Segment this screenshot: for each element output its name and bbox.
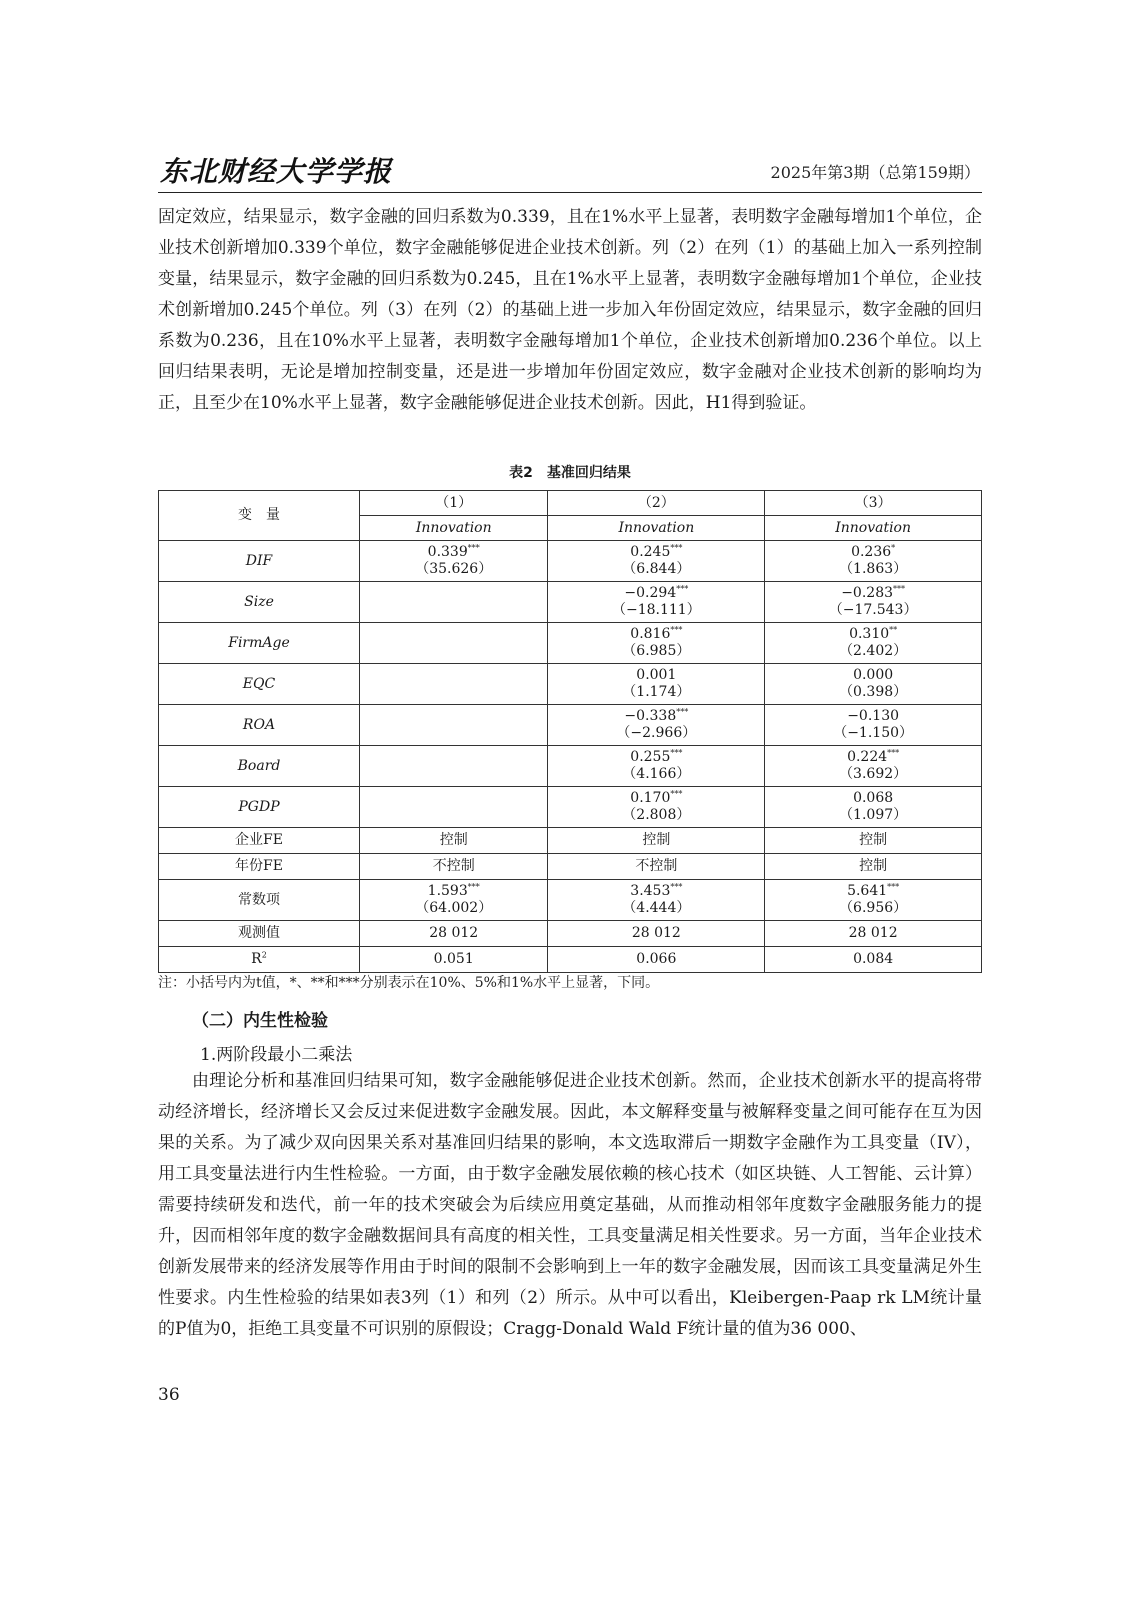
var-name: PGDP bbox=[159, 787, 360, 828]
table-row bbox=[159, 828, 982, 854]
cell: 0.066 bbox=[548, 947, 765, 973]
col-header-3: （3） bbox=[765, 491, 982, 516]
cell: 0.068 （1.097） bbox=[765, 787, 982, 828]
cell: −0.338*** （−2.966） bbox=[548, 705, 765, 746]
regression-table bbox=[158, 490, 982, 973]
table-row bbox=[159, 746, 982, 787]
cell bbox=[360, 582, 548, 623]
cell: 0.310** （2.402） bbox=[765, 623, 982, 664]
table-title: 表2 基准回归结果 bbox=[509, 465, 631, 481]
var-name: DIF bbox=[159, 541, 360, 582]
cell: 0.816*** （6.985） bbox=[548, 623, 765, 664]
var-name: 年份FE bbox=[159, 854, 360, 880]
var-name: $R^2$ bbox=[159, 947, 360, 973]
cell: 1.593*** （64.002） bbox=[360, 880, 548, 921]
cell bbox=[360, 787, 548, 828]
journal-name: 东北财经大学学报 bbox=[160, 155, 393, 188]
table-row bbox=[159, 705, 982, 746]
issue-info: 2025年第3期（总第159期） bbox=[770, 163, 980, 182]
var-name: 观测值 bbox=[159, 921, 360, 947]
paragraph-2 bbox=[158, 1066, 982, 1345]
var-name: FirmAge bbox=[159, 623, 360, 664]
cell: −0.283*** （−17.543） bbox=[765, 582, 982, 623]
cell bbox=[360, 664, 548, 705]
subsection-heading: 1.两阶段最小二乘法 bbox=[200, 1045, 353, 1065]
section-heading: （二）内生性检验 bbox=[192, 1011, 328, 1031]
cell: 0.170*** （2.808） bbox=[548, 787, 765, 828]
cell: 0.339*** （35.626） bbox=[360, 541, 548, 582]
table-row bbox=[159, 664, 982, 705]
var-name: Board bbox=[159, 746, 360, 787]
cell bbox=[360, 746, 548, 787]
cell: 0.224*** （3.692） bbox=[765, 746, 982, 787]
page-number: 36 bbox=[158, 1385, 180, 1405]
cell: 5.641*** （6.956） bbox=[765, 880, 982, 921]
paragraph-2-text: 由理论分析和基准回归结果可知，数字金融能够促进企业技术创新。然而，企业技术创新水平的提高将带动经济增长，经济增长又会反过来促进数字金融发展。因此，本文解释变量与被解释变量之间可能存在互为因果的关系。为了减少双向因果关系对基准回归结果的影响，本文选取滞后一期数字金融作为工具变量（IV），用工具变量法进行内生性检验。一方面，由于数字金融发展依赖的核心技术（如区块链、人工智能、云计算）需要持续研发和迭代，前一年的技术突破会为后续应用奠定基础，从而推动相邻年度数字金融服务能力的提升，因而相邻年度的数字金融数据间具有高度的相关性，工具变量满足相关性要求。另一方面，当年企业技术创新发展带来的经济发展等作用由于时间的限制不会影响到上一年的数字金融发展，因而该工具变量满足外生性要求。内生性检验的结果如表3列（1）和列（2）所示。从中可以看出，Kleibergen-Paap rk LM统计量的P值为0，拒绝工具变量不可识别的原假设；Cragg-Donald Wald F统计量的值为36 000、 bbox=[158, 1071, 982, 1339]
table-row bbox=[159, 947, 982, 973]
cell: −0.294*** （−18.111） bbox=[548, 582, 765, 623]
var-name: Size bbox=[159, 582, 360, 623]
cell: 控制 bbox=[548, 828, 765, 854]
cell: 0.051 bbox=[360, 947, 548, 973]
cell: −0.130 （−1.150） bbox=[765, 705, 982, 746]
cell: 控制 bbox=[360, 828, 548, 854]
paragraph-1-text: 固定效应，结果显示，数字金融的回归系数为0.339，且在1%水平上显著，表明数字金融每增加1个单位，企业技术创新增加0.339个单位，数字金融能够促进企业技术创新。列（2）在列（1）的基础上加入一系列控制变量，结果显示，数字金融的回归系数为0.245，且在1%水平上显著，表明数字金融每增加1个单位，企业技术创新增加0.245个单位。列（3）在列（2）的基础上进一步加入年份固定效应，结果显示，数字金融的回归系数为0.236，且在10%水平上显著，表明数字金融每增加1个单位，企业技术创新增加0.236个单位。以上回归结果表明，无论是增加控制变量，还是进一步增加年份固定效应，数字金融对企业技术创新的影响均为正，且至少在10%水平上显著，数字金融能够促进企业技术创新。因此，H1得到验证。 bbox=[158, 207, 982, 413]
dep-var-1: Innovation bbox=[360, 516, 548, 541]
cell bbox=[360, 705, 548, 746]
cell: 3.453*** （4.444） bbox=[548, 880, 765, 921]
var-name: 常数项 bbox=[159, 880, 360, 921]
cell: 0.001 （1.174） bbox=[548, 664, 765, 705]
table-row bbox=[159, 541, 982, 582]
table-row bbox=[159, 582, 982, 623]
cell: 0.000 （0.398） bbox=[765, 664, 982, 705]
cell bbox=[360, 623, 548, 664]
table-row bbox=[159, 854, 982, 880]
cell: 0.084 bbox=[765, 947, 982, 973]
cell: 不控制 bbox=[360, 854, 548, 880]
var-name: EQC bbox=[159, 664, 360, 705]
cell: 0.236* （1.863） bbox=[765, 541, 982, 582]
cell: 28 012 bbox=[548, 921, 765, 947]
col-header-1: （1） bbox=[360, 491, 548, 516]
cell: 控制 bbox=[765, 854, 982, 880]
table-row bbox=[159, 921, 982, 947]
cell: 控制 bbox=[765, 828, 982, 854]
table-header-row bbox=[159, 491, 982, 516]
cell: 0.245*** （6.844） bbox=[548, 541, 765, 582]
table-row bbox=[159, 880, 982, 921]
cell: 28 012 bbox=[360, 921, 548, 947]
dep-var-3: Innovation bbox=[765, 516, 982, 541]
cell: 28 012 bbox=[765, 921, 982, 947]
cell: 0.255*** （4.166） bbox=[548, 746, 765, 787]
table-row bbox=[159, 787, 982, 828]
var-name: 企业FE bbox=[159, 828, 360, 854]
dep-var-2: Innovation bbox=[548, 516, 765, 541]
table-row bbox=[159, 623, 982, 664]
cell: 不控制 bbox=[548, 854, 765, 880]
col-header-2: （2） bbox=[548, 491, 765, 516]
var-header: 变 量 bbox=[159, 491, 360, 541]
paragraph-1 bbox=[158, 202, 982, 419]
running-header bbox=[158, 150, 982, 193]
var-name: ROA bbox=[159, 705, 360, 746]
table-note: 注：小括号内为t值，*、**和***分别表示在10%、5%和1%水平上显著，下同。 bbox=[158, 975, 660, 991]
